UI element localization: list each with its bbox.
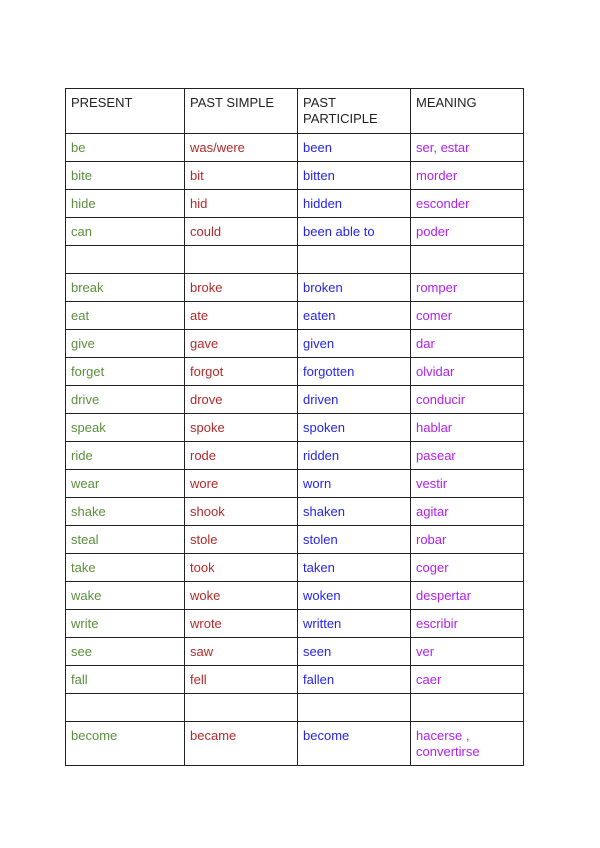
table-row: [66, 302, 524, 330]
past-participle-cell: written: [298, 610, 411, 638]
past-simple-cell: took: [185, 554, 298, 582]
present-cell: break: [66, 274, 185, 302]
meaning-cell: dar: [411, 330, 524, 358]
meaning-cell: hablar: [411, 414, 524, 442]
table-row: [66, 274, 524, 302]
past-participle-cell: stolen: [298, 526, 411, 554]
meaning-cell: ver: [411, 638, 524, 666]
meaning-cell: agitar: [411, 498, 524, 526]
past-simple-cell: became: [185, 722, 298, 766]
present-cell: drive: [66, 386, 185, 414]
present-cell: wake: [66, 582, 185, 610]
past-participle-cell: become: [298, 722, 411, 766]
past-participle-cell: eaten: [298, 302, 411, 330]
present-cell: eat: [66, 302, 185, 330]
meaning-cell: vestir: [411, 470, 524, 498]
past-participle-cell: forgotten: [298, 358, 411, 386]
past-participle-cell: given: [298, 330, 411, 358]
table-row: [66, 666, 524, 694]
past-simple-cell: fell: [185, 666, 298, 694]
table-row: [66, 582, 524, 610]
table-row: [66, 134, 524, 162]
past-participle-cell: ridden: [298, 442, 411, 470]
table-row: [66, 470, 524, 498]
meaning-cell: caer: [411, 666, 524, 694]
header-present: PRESENT: [66, 89, 185, 134]
table-row: [66, 610, 524, 638]
past-simple-cell: drove: [185, 386, 298, 414]
present-cell: shake: [66, 498, 185, 526]
present-cell: write: [66, 610, 185, 638]
table-row: [66, 386, 524, 414]
header-past-simple: PAST SIMPLE: [185, 89, 298, 134]
past-participle-cell: been: [298, 134, 411, 162]
past-participle-cell: been able to: [298, 218, 411, 246]
table-row: [66, 554, 524, 582]
past-simple-cell: could: [185, 218, 298, 246]
past-participle-cell: woken: [298, 582, 411, 610]
meaning-cell: [411, 694, 524, 722]
present-cell: see: [66, 638, 185, 666]
past-simple-cell: forgot: [185, 358, 298, 386]
past-simple-cell: stole: [185, 526, 298, 554]
past-participle-cell: seen: [298, 638, 411, 666]
past-simple-cell: wrote: [185, 610, 298, 638]
meaning-cell: romper: [411, 274, 524, 302]
meaning-cell: [411, 246, 524, 274]
past-simple-cell: spoke: [185, 414, 298, 442]
table-row: [66, 442, 524, 470]
present-cell: be: [66, 134, 185, 162]
meaning-cell: esconder: [411, 190, 524, 218]
past-participle-cell: broken: [298, 274, 411, 302]
irregular-verbs-table: [65, 88, 524, 766]
meaning-cell: comer: [411, 302, 524, 330]
header-past-participle: PAST PARTICIPLE: [298, 89, 411, 134]
past-simple-cell: hid: [185, 190, 298, 218]
table-row: [66, 358, 524, 386]
table-row: [66, 190, 524, 218]
meaning-cell: despertar: [411, 582, 524, 610]
present-cell: wear: [66, 470, 185, 498]
table-row: [66, 218, 524, 246]
past-simple-cell: shook: [185, 498, 298, 526]
past-simple-cell: [185, 246, 298, 274]
present-cell: forget: [66, 358, 185, 386]
table-row: [66, 694, 524, 722]
past-participle-cell: [298, 246, 411, 274]
meaning-cell: coger: [411, 554, 524, 582]
past-simple-cell: bit: [185, 162, 298, 190]
table-row: [66, 526, 524, 554]
past-participle-cell: driven: [298, 386, 411, 414]
meaning-cell: robar: [411, 526, 524, 554]
past-simple-cell: rode: [185, 442, 298, 470]
present-cell: ride: [66, 442, 185, 470]
meaning-cell: hacerse , convertirse: [411, 722, 524, 766]
past-participle-cell: [298, 694, 411, 722]
past-participle-cell: shaken: [298, 498, 411, 526]
present-cell: bite: [66, 162, 185, 190]
table-row: [66, 498, 524, 526]
past-participle-cell: spoken: [298, 414, 411, 442]
present-cell: steal: [66, 526, 185, 554]
past-simple-cell: broke: [185, 274, 298, 302]
table-row: [66, 330, 524, 358]
meaning-cell: poder: [411, 218, 524, 246]
present-cell: [66, 694, 185, 722]
present-cell: take: [66, 554, 185, 582]
table-row: [66, 722, 524, 766]
present-cell: hide: [66, 190, 185, 218]
past-simple-cell: gave: [185, 330, 298, 358]
present-cell: speak: [66, 414, 185, 442]
header-row: [66, 89, 524, 134]
past-simple-cell: was/were: [185, 134, 298, 162]
past-simple-cell: [185, 694, 298, 722]
past-simple-cell: saw: [185, 638, 298, 666]
table-row: [66, 638, 524, 666]
past-participle-cell: bitten: [298, 162, 411, 190]
meaning-cell: olvidar: [411, 358, 524, 386]
table-row: [66, 162, 524, 190]
present-cell: give: [66, 330, 185, 358]
past-participle-cell: fallen: [298, 666, 411, 694]
past-simple-cell: woke: [185, 582, 298, 610]
past-participle-cell: hidden: [298, 190, 411, 218]
present-cell: fall: [66, 666, 185, 694]
meaning-cell: pasear: [411, 442, 524, 470]
meaning-cell: escribir: [411, 610, 524, 638]
past-simple-cell: wore: [185, 470, 298, 498]
meaning-cell: ser, estar: [411, 134, 524, 162]
present-cell: become: [66, 722, 185, 766]
present-cell: [66, 246, 185, 274]
table-row: [66, 414, 524, 442]
meaning-cell: conducir: [411, 386, 524, 414]
past-participle-cell: taken: [298, 554, 411, 582]
table-row: [66, 246, 524, 274]
header-meaning: MEANING: [411, 89, 524, 134]
past-simple-cell: ate: [185, 302, 298, 330]
meaning-cell: morder: [411, 162, 524, 190]
present-cell: can: [66, 218, 185, 246]
past-participle-cell: worn: [298, 470, 411, 498]
